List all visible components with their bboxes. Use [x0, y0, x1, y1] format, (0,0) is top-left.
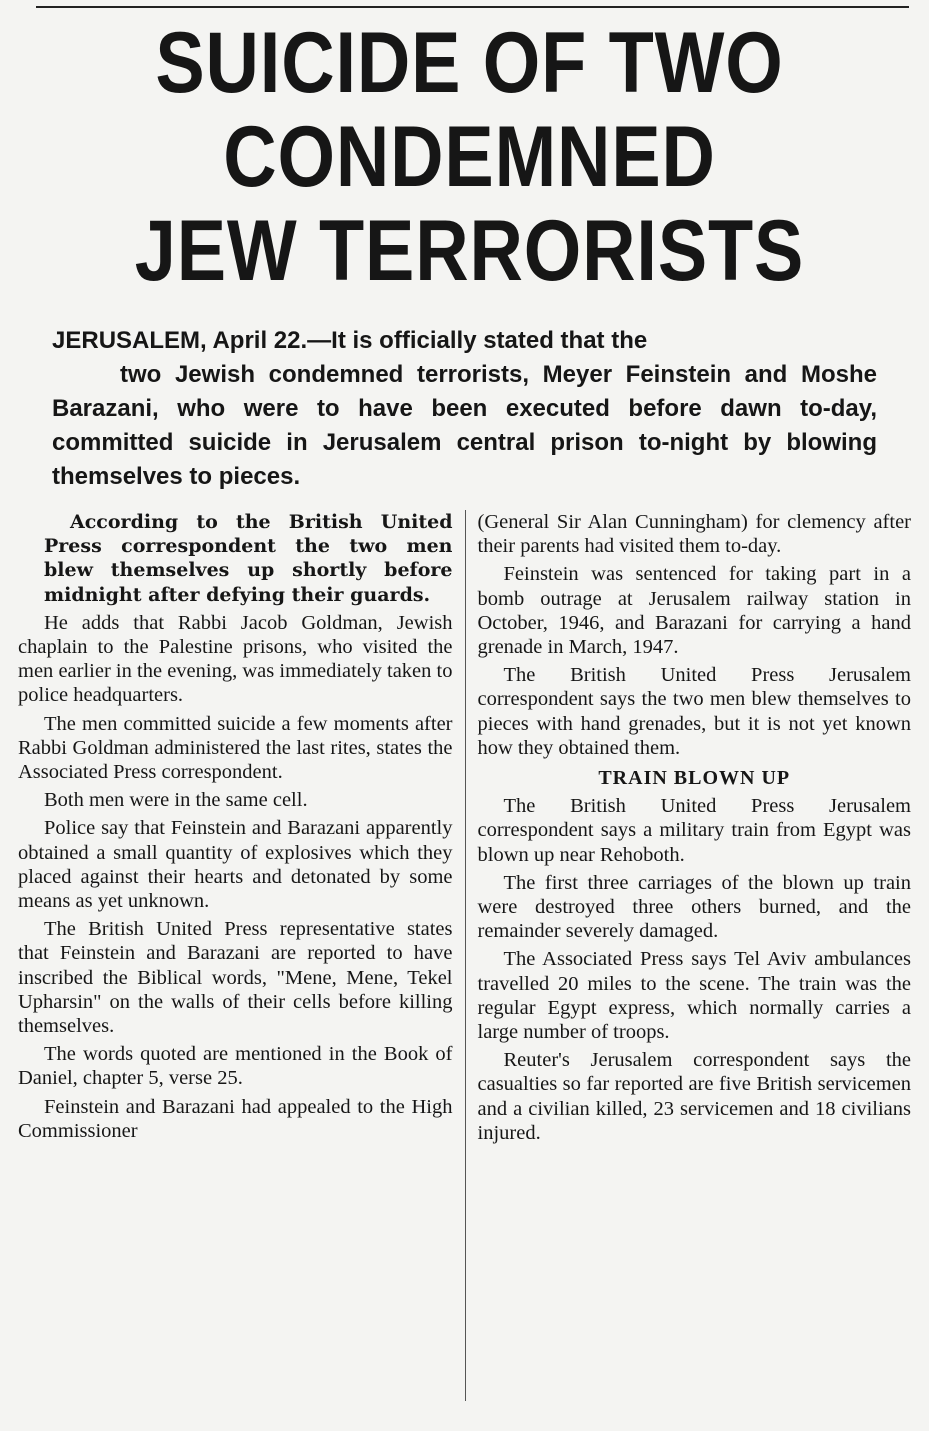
- subheading: TRAIN BLOWN UP: [598, 767, 791, 790]
- article-columns: [18, 510, 911, 1401]
- right-paragraph-3: The British United Press Jerusalem correspondent says a military train from Egypt was blown up near Rehoboth.: [477, 795, 911, 866]
- lede-dateline: JERUSALEM, April 22.—It is officially stated that the: [52, 327, 648, 354]
- left-paragraph-6: The words quoted are mentioned in the Book of Daniel, chapter 5, verse 25.: [18, 1043, 453, 1090]
- left-paragraph-5: The British United Press representative states that Feinstein and Barazani are reported to have inscribed the Biblical words, "Mene, Mene, Tekel Upharsin" on the walls of their cells before killing themselves.: [18, 918, 453, 1038]
- right-paragraph-6: Reuter's Jerusalem correspondent says the casualties so far reported are five British servicemen and a civilian killed, 23 servicemen and 18 civilians injured.: [477, 1049, 911, 1144]
- right-column: [465, 510, 912, 1401]
- right-paragraph-4: The first three carriages of the blown up train were destroyed three others burned, and the remainder severely damaged.: [477, 871, 911, 943]
- left-column: [18, 510, 465, 1401]
- lede-body: [52, 358, 877, 494]
- right-paragraph-1: Feinstein was sentenced for taking part in a bomb outrage at Jerusalem railway station in October, 1946, and Barazani for carrying a hand grenade in March, 1947.: [477, 563, 911, 659]
- left-paragraph-2: The men committed suicide a few moments after Rabbi Goldman administered the last rites, states the Associated Press correspondent.: [18, 712, 453, 784]
- left-paragraph-3: Both men were in the same cell.: [44, 789, 308, 812]
- left-paragraph-4: Police say that Feinstein and Barazani apparently obtained a small quantity of explosives which they placed against their hearts and detonated by some means as yet unknown.: [18, 817, 453, 913]
- right-continuation: (General Sir Alan Cunningham) for clemency after their parents had visited them to-day.: [477, 511, 911, 558]
- headline: [100, 16, 839, 298]
- lede-body-text: two Jewish condemned terrorists, Meyer Feinstein and Moshe Barazani, who were to have been executed before dawn to-day, committed suicide in Jerusalem central prison to-night by blowing themselves to pieces.: [52, 361, 877, 490]
- left-paragraph-7: Feinstein and Barazani had appealed to the High Commissioner: [18, 1095, 453, 1142]
- right-paragraph-5: The Associated Press says Tel Aviv ambulances travelled 20 miles to the scene. The train was the regular Egypt express, which normally carries a large number of troops.: [477, 948, 911, 1044]
- left-paragraph-1: He adds that Rabbi Jacob Goldman, Jewish chaplain to the Palestine prisons, who visited the men earlier in the evening, was immediately taken to police headquarters.: [18, 611, 453, 707]
- headline-line-2: CONDEMNED: [223, 109, 716, 205]
- headline-line-3: JEW TERRORISTS: [134, 203, 805, 299]
- lede-paragraph: [52, 324, 877, 494]
- intro-paragraph: According to the British United Press correspondent the two men blew themselves up shortly before midnight after defying their guards.: [44, 511, 453, 606]
- headline-line-1: SUICIDE OF TWO: [155, 15, 784, 111]
- top-rule: [36, 6, 909, 8]
- right-paragraph-2: The British United Press Jerusalem correspondent says the two men blew themselves to pieces with hand grenades, but it is not yet known how they obtained them.: [477, 664, 911, 759]
